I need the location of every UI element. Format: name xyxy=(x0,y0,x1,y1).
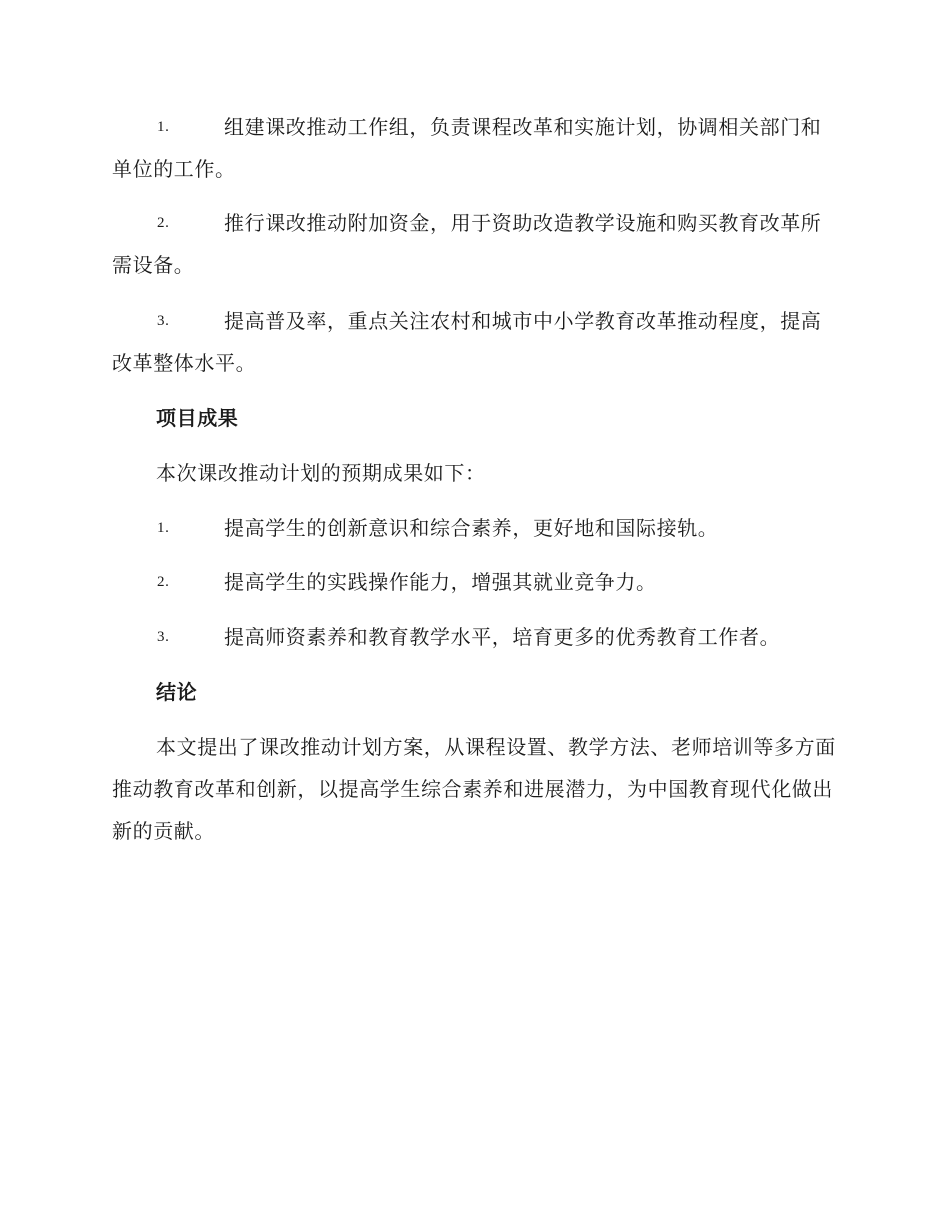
list-item-number: 2. xyxy=(157,574,170,590)
results-intro: 本次课改推动计划的预期成果如下： xyxy=(156,461,486,485)
conclusion-paragraph: 本文提出了课改推动计划方案，从课程设置、教学方法、老师培训等多方面推动教育改革和创新，以提高学生综合素养和进展潜力，为中国教育现代化做出新的贡献。 xyxy=(112,735,836,843)
list-item-text: 提高普及率，重点关注农村和城市中小学教育改革推动程度，提高改革整体水平。 xyxy=(112,309,822,375)
list-item-number: 1. xyxy=(157,119,170,135)
list-item-text: 提高学生的创新意识和综合素养，更好地和国际接轨。 xyxy=(224,516,719,540)
list-item-number: 1. xyxy=(157,520,170,536)
list-item xyxy=(112,202,832,286)
list-item xyxy=(112,507,832,549)
section-heading-results: 项目成果 xyxy=(156,406,239,430)
list-item-text: 推行课改推动附加资金，用于资助改造教学设施和购买教育改革所需设备。 xyxy=(112,211,822,277)
list-item-text: 提高师资素养和教育教学水平，培育更多的优秀教育工作者。 xyxy=(224,625,781,649)
section-heading-conclusion: 结论 xyxy=(156,680,198,704)
list-item-number: 3. xyxy=(157,313,170,329)
list-item xyxy=(112,300,832,384)
list-item-number: 3. xyxy=(157,629,170,645)
list-item xyxy=(112,106,832,190)
list-item-text: 提高学生的实践操作能力，增强其就业竞争力。 xyxy=(224,570,657,594)
list-item xyxy=(112,561,832,603)
list-item-number: 2. xyxy=(157,215,170,231)
list-item-text: 组建课改推动工作组，负责课程改革和实施计划，协调相关部门和单位的工作。 xyxy=(112,115,822,181)
list-item xyxy=(112,616,832,658)
